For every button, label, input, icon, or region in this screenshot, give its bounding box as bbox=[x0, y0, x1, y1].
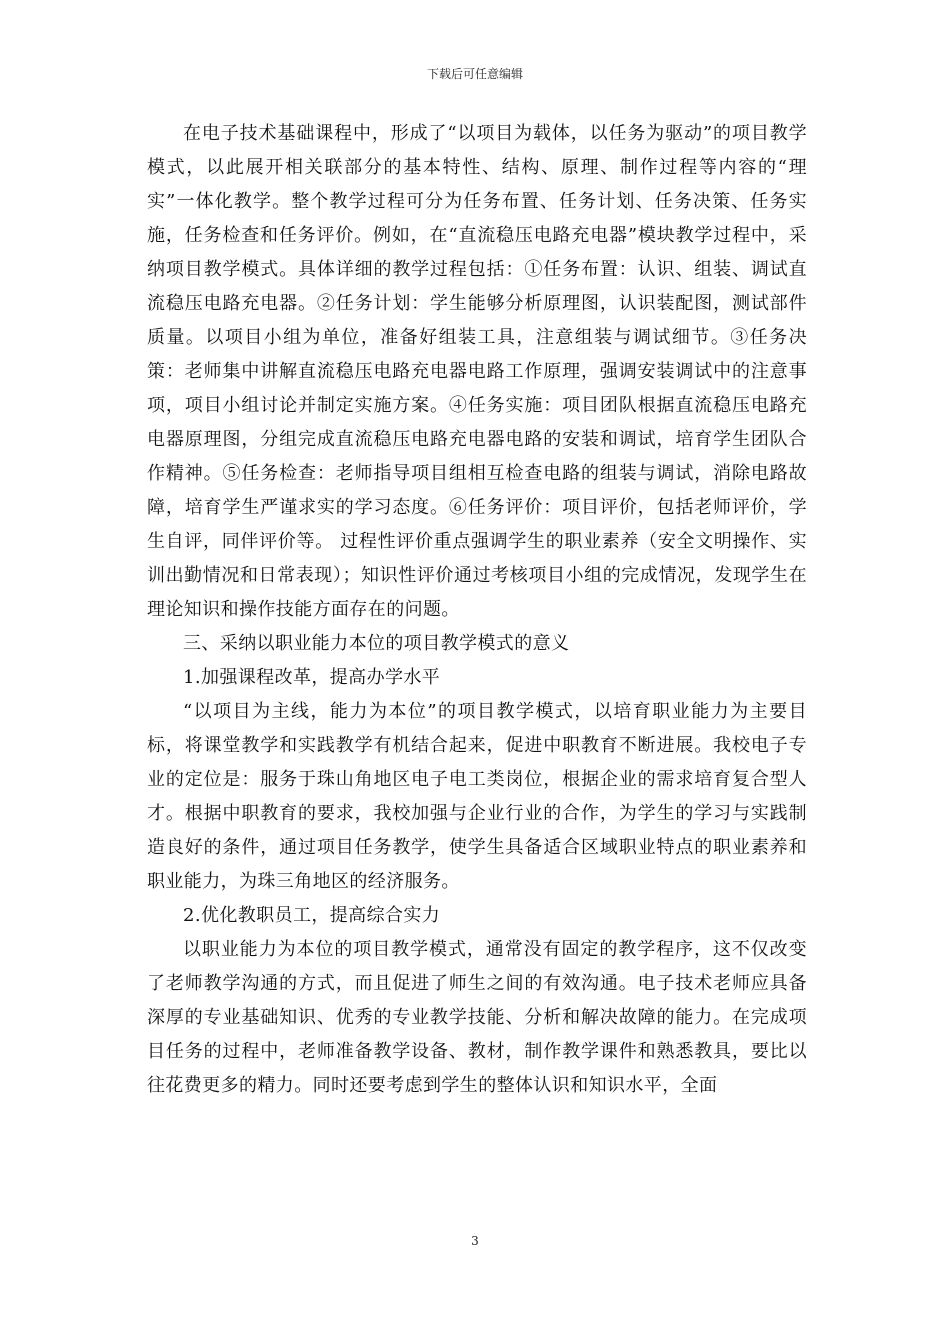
paragraph-project-teaching-process: 在电子技术基础课程中，形成了“以项目为载体，以任务为驱动”的项目教学模式，以此展开相关联部分的基本特性、结构、原理、制作过程等内容的“理实”一体化教学。整个教学过程可分为任务布置、任务计划、任务决策、任务实施，任务检查和任务评价。例如，在“直流稳压电路充电器”模块教学过程中，采纳项目教学模式。具体详细的教学过程包括：①任务布置：认识、组装、调试直流稳压电路充电器。②任务计划：学生能够分析原理图，认识装配图，测试部件质量。以项目小组为单位，准备好组装工具，注意组装与调试细节。③任务决策：老师集中讲解直流稳压电路充电器电路工作原理，强调安装调试中的注意事项，项目小组讨论并制定实施方案。④任务实施：项目团队根据直流稳压电路充电器原理图，分组完成直流稳压电路充电器电路的安装和调试，培育学生团队合作精神。⑤任务检查：老师指导项目组相互检查电路的组装与调试，消除电路故障，培育学生严谨求实的学习态度。⑥任务评价：项目评价，包括老师评价，学生自评，同伴评价等。 过程性评价重点强调学生的职业素养（安全文明操作、实训出勤情况和日常表现）；知识性评价通过考核项目小组的完成情况，发现学生在理论知识和操作技能方面存在的问题。 bbox=[147, 123, 807, 620]
page-number: 3 bbox=[471, 1234, 479, 1248]
page-header: 下载后可任意编辑 bbox=[426, 67, 523, 81]
section-heading-significance: 三、采纳以职业能力本位的项目教学模式的意义 bbox=[183, 633, 570, 654]
subheading-curriculum-reform: 1.加强课程改革，提高办学水平 bbox=[183, 667, 441, 688]
paragraph-optimize-staff: 以职业能力为本位的项目教学模式，通常没有固定的教学程序，这不仅改变了老师教学沟通的方式，而且促进了师生之间的有效沟通。电子技术老师应具备深厚的专业基础知识、优秀的专业教学技能、分析和解决故障的能力。在完成项目任务的过程中，老师准备教学设备、教材，制作教学课件和熟悉教具，要比以往花费更多的精力。同时还要考虑到学生的整体认识和知识水平，全面 bbox=[147, 939, 807, 1096]
body-text bbox=[147, 117, 807, 1103]
subheading-optimize-staff: 2.优化教职员工，提高综合实力 bbox=[183, 905, 441, 926]
paragraph-curriculum-reform: “以项目为主线，能力为本位”的项目教学模式，以培育职业能力为主要目标，将课堂教学和实践教学有机结合起来，促进中职教育不断进展。我校电子专业的定位是：服务于珠山角地区电子电工类岗位，根据企业的需求培育复合型人才。根据中职教育的要求，我校加强与企业行业的合作，为学生的学习与实践制造良好的条件，通过项目任务教学，使学生具备适合区域职业特点的职业素养和职业能力，为珠三角地区的经济服务。 bbox=[147, 701, 807, 892]
